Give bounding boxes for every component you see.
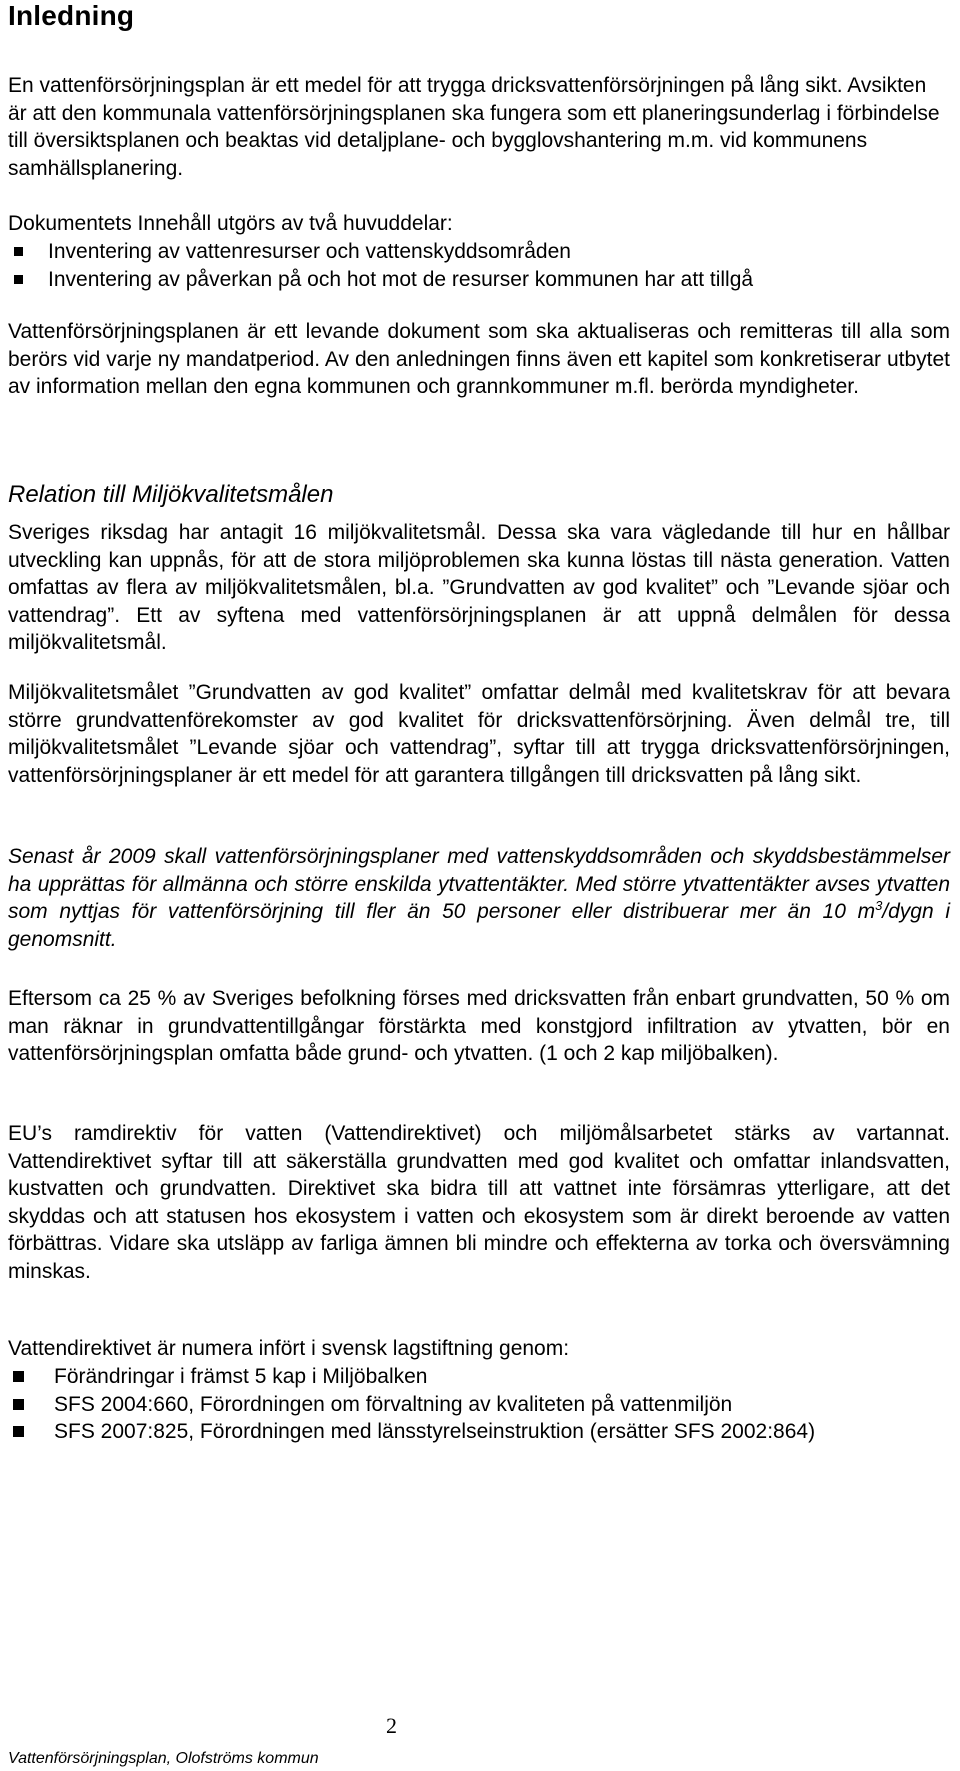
section-heading: Relation till Miljökvalitetsmålen [8, 481, 334, 508]
miljomal-paragraph-1: Sveriges riksdag har antagit 16 miljökvalitetsmål. Dessa ska vara vägledande till hur en hållbar utveckling kan uppnås, för att de stora miljöproblemen ska kunna löstas till nästa generation. Vatten omfattas av flera av miljökvalitetsmålen, bl.a. ”Grundvatten av god kvalitet” och ”Levande sjöar och vattendrag”. Ett av syftena med vattenförsörjningsplanen är att uppnå delmålen för dessa miljökvalitetsmål. [8, 521, 950, 654]
list-item-text: Förändringar i främst 5 kap i Miljöbalken [54, 1365, 428, 1388]
page-number: 2 [386, 1713, 397, 1738]
deadline-paragraph [8, 843, 950, 953]
list-item [8, 1363, 950, 1391]
eu-paragraph: EU’s ramdirektiv för vatten (Vattendirektivet) och miljömålsarbetet stärks av vartannat. Vattendirektivet syftar till att säkerställa grundvatten med god kvalitet och omfattar inlandsvatten, kustvatten och grundvatten. Direktivet ska bidra till att vattnet inte försämras ytterligare, att det skyddas och att statusen hos ekosystem i vatten och ekosystem som är direkt beroende av vatten förbättras. Vidare ska utsläpp av farliga ämnen bli mindre och effekterna av torka och översvämning minskas. [8, 1122, 950, 1283]
square-bullet-icon [14, 275, 23, 284]
supply-paragraph: Eftersom ca 25 % av Sveriges befolkning förses med dricksvatten från enbart grundvatten, 50 % om man räknar in grundvattentillgångar förstärkta med konstgjord infiltration av ytvatten, bör en vattenförsörjningsplan omfatta både grund- och ytvatten. (1 och 2 kap miljöbalken). [8, 987, 950, 1065]
square-bullet-icon [13, 1371, 24, 1382]
deadline-end: /dygn i genomsnitt. [8, 900, 950, 951]
list-item-text: SFS 2004:660, Förordningen om förvaltning av kvaliteten på vattenmiljön [54, 1392, 733, 1416]
contents-list [8, 238, 950, 293]
superscript-3: 3 [875, 898, 883, 913]
list-item-text: Inventering av påverkan på och hot mot de resurser kommunen har att tillgå [48, 267, 754, 291]
page-footer: Vattenförsörjningsplan, Olofströms kommun [8, 1750, 319, 1767]
square-bullet-icon [13, 1426, 24, 1437]
list-item [8, 238, 950, 266]
contents-lead: Dokumentets Innehåll utgörs av två huvuddelar: [8, 212, 453, 235]
miljomal-paragraph-2: Miljökvalitetsmålet ”Grundvatten av god kvalitet” omfattar delmål med kvalitetskrav för att bevara större grundvattenförekomster av god kvalitet för dricksvattenförsörjning. Även delmål tre, till miljökvalitetsmålet ”Levande sjöar och vattendrag”, syftar till att trygga dricksvattenförsörjningen, vattenförsörjningsplaner är ett medel för att garantera tillgången till dricksvatten på lång sikt. [8, 681, 950, 787]
law-list [8, 1363, 950, 1446]
square-bullet-icon [14, 247, 23, 256]
list-item-text: Inventering av vattenresurser och vattenskyddsområden [48, 240, 571, 263]
page-title: Inledning [8, 0, 135, 31]
list-item [8, 266, 950, 294]
deadline-text: Senast år 2009 skall vattenförsörjningsplaner med vattenskyddsområden och skyddsbestämmelser ha upprättas för allmänna och större enskilda ytvattentäkter. Med större ytvattentäkter avses ytvatten som nyttjas för vattenförsörjning till fler än 50 personer eller distribuerar mer än 10 m [8, 845, 950, 923]
list-item-text: SFS 2007:825, Förordningen med länsstyrelseinstruktion (ersätter SFS 2002:864) [54, 1420, 816, 1443]
law-lead: Vattendirektivet är numera infört i svensk lagstiftning genom: [8, 1337, 570, 1360]
square-bullet-icon [13, 1399, 24, 1410]
intro-paragraph: En vattenförsörjningsplan är ett medel för att trygga dricksvattenförsörjningen på lång sikt. Avsikten är att den kommunala vattenförsörjningsplanen ska fungera som ett planeringsunderlag i förbindelse till översiktsplanen och beaktas vid detaljplane- och bygglovshantering m.m. vid kommunens samhällsplanering. [8, 74, 940, 180]
list-item [8, 1391, 950, 1419]
living-document-paragraph: Vattenförsörjningsplanen är ett levande dokument som ska aktualiseras och remitteras till alla som berörs vid varje ny mandatperiod. Av den anledningen finns även ett kapitel som konkretiserar utbytet av information mellan den egna kommunen och grannkommuner m.fl. berörda myndigheter. [8, 320, 950, 398]
list-item [8, 1418, 950, 1446]
